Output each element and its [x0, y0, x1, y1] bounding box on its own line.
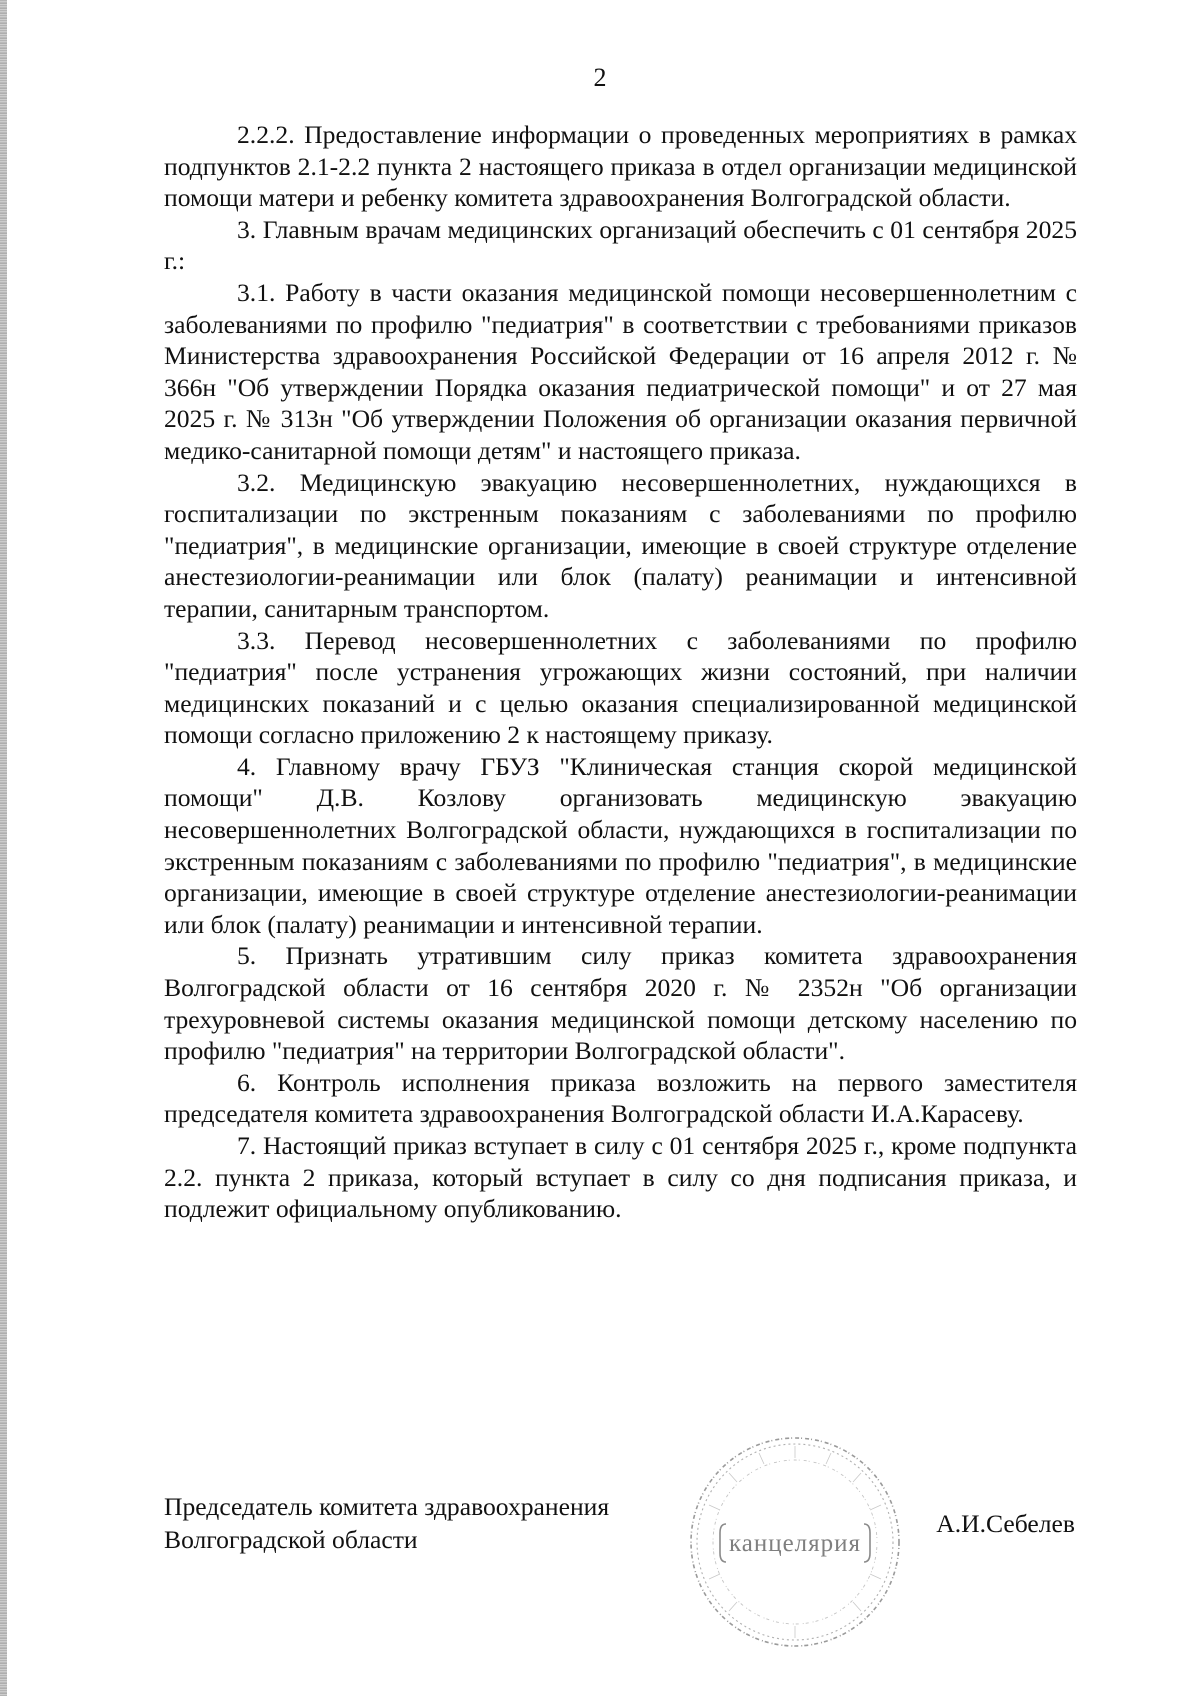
- signatory-name: А.И.Себелев: [936, 1509, 1075, 1538]
- stamp-text: канцелярия: [728, 1530, 862, 1557]
- page-number: 2: [593, 63, 607, 92]
- signatory-title-line2: Волгоградской области: [164, 1525, 418, 1554]
- paragraph-2-2-2: 2.2.2. Предоставление информации о проведенных мероприятиях в рамках подпунктов 2.1-2.2 пункта 2 настоящего приказа в отдел организации медицинской помощи матери и ребенку комитета здравоохранения Волгоградской области.: [164, 120, 1077, 213]
- paragraph-5: 5. Признать утратившим силу приказ комитета здравоохранения Волгоградской области от 16 сентября 2020 г. № 2352н "Об организации трехуровневой системы оказания медицинской помощи детскому населению по профилю "педиатрия" на территории Волгоградской области".: [164, 941, 1077, 1066]
- paragraph-3-2: 3.2. Медицинскую эвакуацию несовершеннолетних, нуждающихся в госпитализации по экстренным показаниям с заболеваниями по профилю "педиатрия", в медицинские организации, имеющие в своей структуре отделение анестезиологии-реанимации или блок (палату) реанимации и интенсивной терапии, санитарным транспортом.: [164, 467, 1077, 623]
- signatory-title-line1: Председатель комитета здравоохранения: [164, 1492, 610, 1521]
- paragraph-3-1: 3.1. Работу в части оказания медицинской помощи несовершеннолетним с заболеваниями по профилю "педиатрия" в соответствии с требованиями приказов Министерства здравоохранения Российской Федерации от 16 апреля 2012 г. № 366н "Об утверждении Порядка оказания педиатрической помощи" и от 27 мая 2025 г. № 313н "Об утверждении Положения об организации оказания первичной медико-санитарной помощи детям" и настоящего приказа.: [164, 277, 1077, 465]
- paragraph-7: 7. Настоящий приказ вступает в силу с 01 сентября 2025 г., кроме подпункта 2.2. пункта 2 приказа, который вступает в силу со дня подписания приказа, и подлежит официальному опубликованию.: [164, 1131, 1077, 1224]
- paragraph-4: 4. Главному врачу ГБУЗ "Клиническая станция скорой медицинской помощи" Д.В. Козлову организовать медицинскую эвакуацию несовершеннолетних Волгоградской области, нуждающихся в госпитализации по экстренным показаниям с заболеваниями по профилю "педиатрия", в медицинские организации, имеющие в своей структуре отделение анестезиологии-реанимации или блок (палату) реанимации и интенсивной терапии.: [164, 751, 1077, 939]
- office-stamp: [686, 1433, 904, 1651]
- signature-block: [164, 1490, 1077, 1570]
- paragraph-3-3: 3.3. Перевод несовершеннолетних с заболеваниями по профилю "педиатрия" после устранения угрожающих жизни состояний, при наличии медицинских показаний и с целью оказания специализированной медицинской помощи согласно приложению 2 к настоящему приказу.: [164, 625, 1077, 750]
- document-body: [164, 119, 1077, 1225]
- scan-edge: [0, 0, 7, 1696]
- stamp-seal-graphic: [686, 1433, 904, 1651]
- paragraph-6: 6. Контроль исполнения приказа возложить на первого заместителя председателя комитета здравоохранения Волгоградской области И.А.Карасеву.: [164, 1067, 1077, 1129]
- paragraph-3: 3. Главным врачам медицинских организаций обеспечить с 01 сентября 2025 г.:: [164, 214, 1077, 276]
- signatory-title: [164, 1490, 609, 1556]
